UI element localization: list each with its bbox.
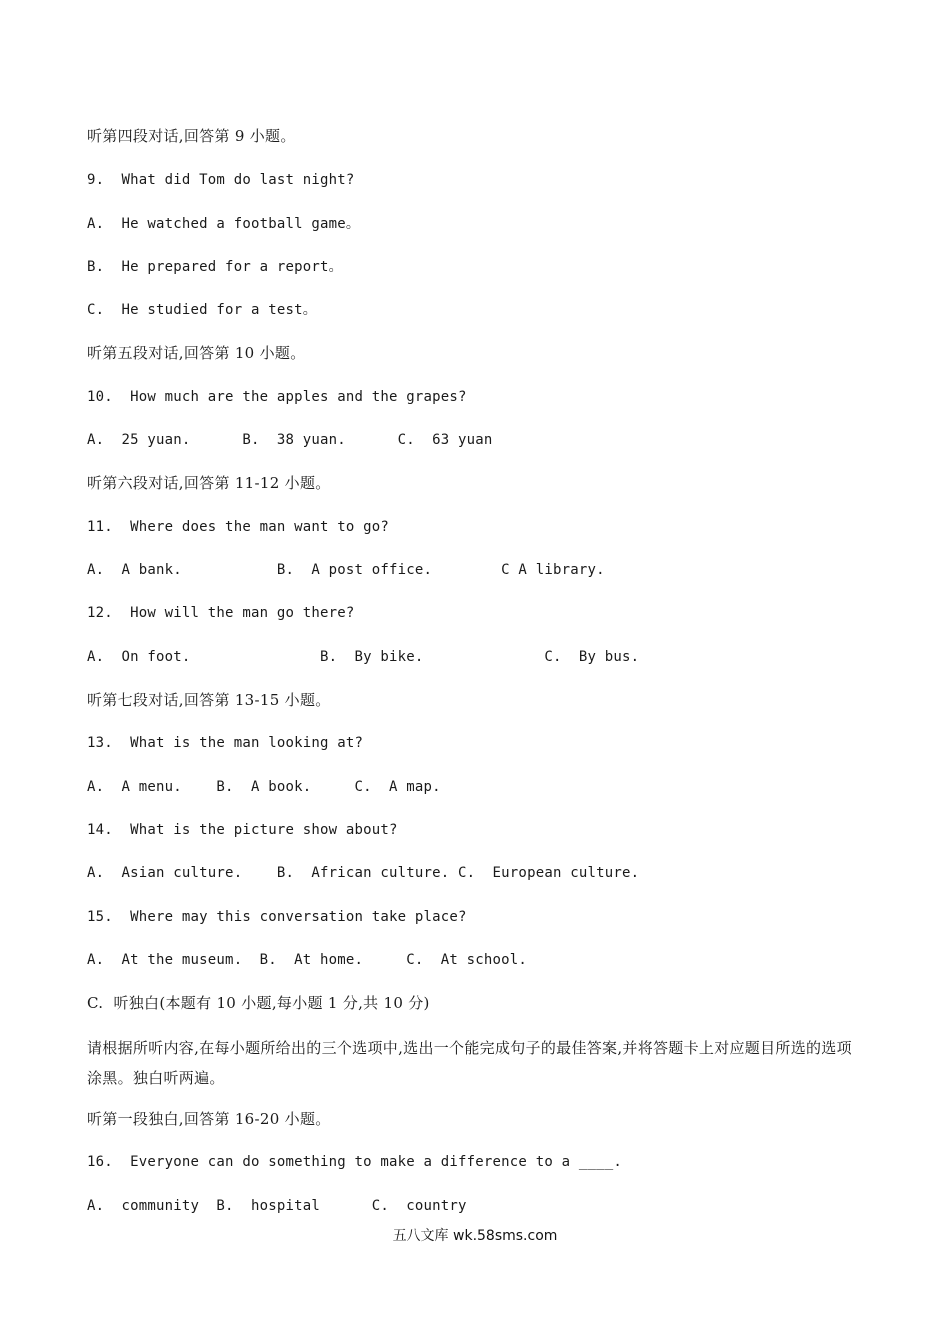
options-15: A. At the museum. B. At home. C. At school. [87, 952, 528, 968]
options-13: A. A menu. B. A book. C. A map. [87, 779, 441, 795]
options-10: A. 25 yuan. B. 38 yuan. C. 63 yuan [87, 432, 493, 448]
question-9: 9. What did Tom do last night? [87, 172, 355, 188]
options-14: A. Asian culture. B. African culture. C. European culture. [87, 865, 640, 881]
section-heading-6: 听第六段对话,回答第 11-12 小题。 [87, 474, 331, 492]
question-13: 13. What is the man looking at? [87, 735, 364, 751]
question-12: 12. How will the man go there? [87, 605, 355, 621]
question-15: 15. Where may this conversation take place? [87, 909, 467, 925]
options-11: A. A bank. B. A post office. C A library. [87, 562, 605, 578]
instructions-paragraph: 请根据所听内容,在每小题所给出的三个选项中,选出一个能完成句子的最佳答案,并将答题卡上对应题目所选的选项涂黑。独白听两遍。 [87, 1039, 852, 1087]
question-14: 14. What is the picture show about? [87, 822, 398, 838]
footer-watermark: 五八文库 wk.58sms.com [392, 1228, 558, 1244]
question-10: 10. How much are the apples and the grapes? [87, 389, 467, 405]
option-9a: A. He watched a football game。 [87, 216, 361, 232]
option-9c: C. He studied for a test。 [87, 302, 317, 318]
section-heading-5: 听第五段对话,回答第 10 小题。 [87, 344, 306, 362]
section-heading-7: 听第七段对话,回答第 13-15 小题。 [87, 691, 331, 709]
section-heading-4: 听第四段对话,回答第 9 小题。 [87, 127, 296, 145]
option-9b: B. He prepared for a report。 [87, 259, 343, 275]
options-12: A. On foot. B. By bike. C. By bus. [87, 649, 640, 665]
question-11: 11. Where does the man want to go? [87, 519, 390, 535]
part-c-heading: C. 听独白(本题有 10 小题,每小题 1 分,共 10 分) [87, 994, 430, 1012]
options-16: A. community B. hospital C. country [87, 1198, 467, 1214]
question-16: 16. Everyone can do something to make a difference to a ____. [87, 1154, 622, 1170]
monologue-heading-1: 听第一段独白,回答第 16-20 小题。 [87, 1110, 331, 1128]
